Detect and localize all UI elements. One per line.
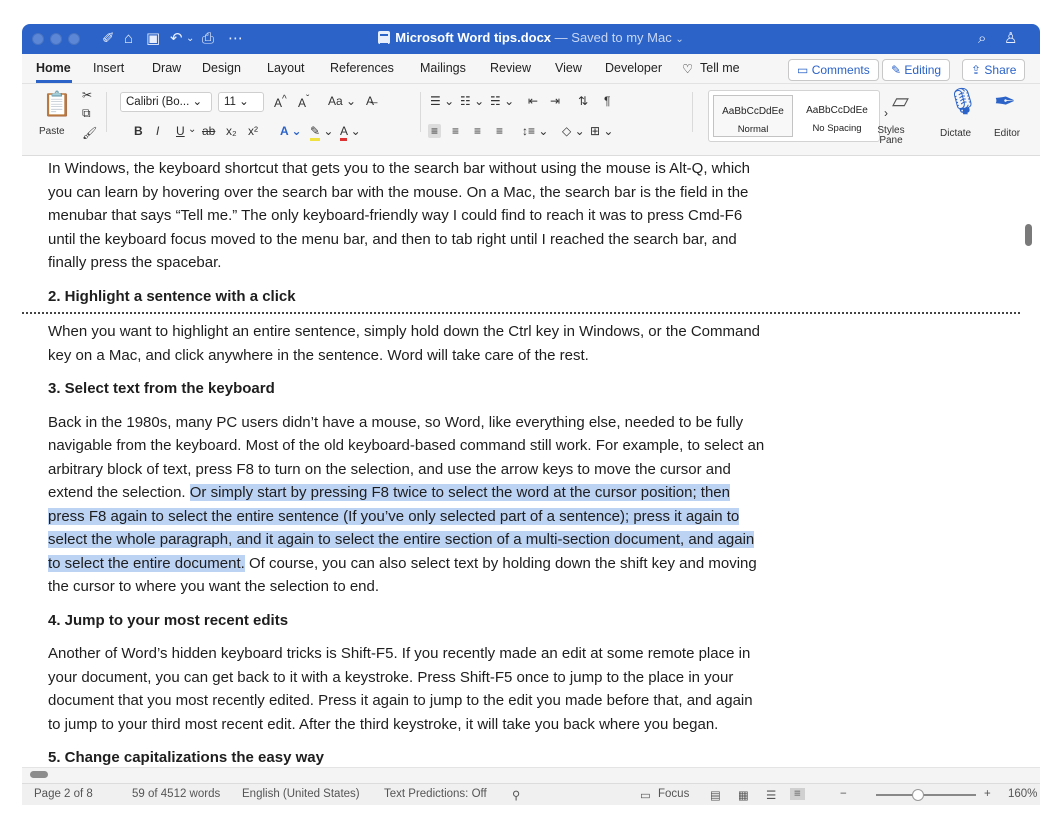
tab-developer[interactable]: Developer bbox=[605, 61, 662, 75]
vertical-scroll-thumb[interactable] bbox=[1025, 224, 1032, 246]
focus-mode-button[interactable]: Focus bbox=[658, 788, 690, 800]
copy-icon[interactable]: ⧉ bbox=[82, 106, 91, 120]
style-no-spacing[interactable] bbox=[797, 95, 877, 137]
clear-formatting-icon[interactable]: A̶ bbox=[366, 94, 375, 108]
editing-mode-button[interactable] bbox=[882, 59, 950, 81]
tab-design[interactable]: Design bbox=[202, 61, 241, 75]
shading-icon[interactable]: ◇ ⌄ bbox=[562, 124, 585, 138]
bullets-icon[interactable]: ☰ ⌄ bbox=[430, 94, 455, 108]
editor-pen-icon[interactable]: ✒ bbox=[994, 86, 1016, 116]
save-icon[interactable]: ▣ bbox=[146, 30, 161, 47]
lightbulb-icon: ♡ bbox=[682, 62, 694, 76]
word-doc-icon bbox=[378, 31, 390, 44]
tab-view[interactable]: View bbox=[555, 61, 582, 75]
active-tab-indicator bbox=[36, 80, 72, 83]
share-label: Share bbox=[984, 63, 1017, 77]
tab-draw[interactable]: Draw bbox=[152, 61, 182, 75]
highlight-color-icon[interactable]: ✎ ⌄ bbox=[310, 124, 333, 138]
change-case-icon[interactable]: Aa ⌄ bbox=[328, 94, 357, 108]
ribbon-separator bbox=[106, 92, 107, 132]
numbering-icon[interactable]: ☷ ⌄ bbox=[460, 94, 485, 108]
styles-gallery bbox=[708, 90, 880, 142]
editor-label[interactable]: Editor bbox=[994, 128, 1021, 139]
text-effects-icon[interactable]: A ⌄ bbox=[280, 124, 302, 138]
horizontal-scrollbar[interactable] bbox=[22, 767, 1040, 783]
paste-label[interactable]: Paste bbox=[39, 126, 65, 137]
accessibility-icon[interactable]: ⚲ bbox=[512, 790, 521, 802]
chevron-down-icon[interactable]: ⌄ bbox=[675, 34, 684, 45]
zoom-out-button[interactable]: − bbox=[840, 788, 847, 800]
text-run[interactable]: Back in the 1980s, many PC users didn’t have a mouse, so Word, like everything else, needed to be fully navigable from the keyboard. Most of the old keyboard-based command still work. For example, to select an arbitrary block of text, press F8 to turn on the selection, and use the arrow keys to move the cursor and extend the selection. bbox=[48, 413, 765, 501]
text-predictions-status[interactable]: Text Predictions: Off bbox=[384, 788, 487, 800]
selected-text[interactable]: Or simply start by pressing F8 twice to select the word at the cursor position; then press F8 again to select the entire sentence (If you’ve only selected part of a sentence); press it again to select the whole paragraph, and it again to select the entire section of a multi-section document, and again to select the entire document. bbox=[48, 484, 755, 572]
web-layout-icon[interactable]: ▦ bbox=[738, 790, 749, 802]
tab-layout[interactable]: Layout bbox=[267, 61, 305, 75]
tab-home[interactable]: Home bbox=[36, 61, 71, 75]
comment-icon: ▭ bbox=[797, 63, 809, 77]
styles-pane-label[interactable]: Styles Pane bbox=[877, 125, 905, 146]
zoom-in-button[interactable]: + bbox=[984, 788, 991, 800]
multilevel-list-icon[interactable]: ☵ ⌄ bbox=[490, 94, 515, 108]
word-count[interactable]: 59 of 4512 words bbox=[132, 788, 221, 800]
page-break-line bbox=[22, 312, 1020, 314]
search-icon[interactable]: ⌕ bbox=[978, 30, 987, 47]
increase-indent-icon[interactable]: ⇥ bbox=[550, 94, 561, 108]
ribbon-separator bbox=[420, 92, 421, 132]
style-label: No Spacing bbox=[812, 123, 862, 134]
outline-view-icon[interactable]: ☰ bbox=[766, 790, 777, 802]
share-icon: ⇪ bbox=[971, 63, 982, 77]
heading-4[interactable]: 4. Jump to your most recent edits bbox=[48, 611, 289, 629]
editing-label: Editing bbox=[904, 63, 942, 77]
ribbon-tabs bbox=[22, 54, 1040, 84]
tab-references[interactable]: References bbox=[330, 61, 394, 75]
paragraph[interactable]: When you want to highlight an entire sentence, simply hold down the Ctrl key in Windows, or the Command key on a Mac, and click anywhere in the sentence. Word will take care of the rest. bbox=[48, 323, 761, 364]
draft-view-icon[interactable]: ≡ bbox=[790, 788, 805, 800]
zoom-slider-track[interactable] bbox=[876, 794, 976, 796]
align-right-icon[interactable]: ≡ bbox=[474, 124, 482, 138]
justify-icon[interactable]: ≡ bbox=[496, 124, 504, 138]
ribbon-home bbox=[22, 84, 1040, 156]
style-label: Normal bbox=[737, 124, 769, 135]
chevron-right-icon[interactable]: › bbox=[884, 106, 888, 120]
text-run[interactable]: Of course, you can also select text by holding down the shift key and moving the cursor to where you want the selection to end. bbox=[48, 554, 757, 595]
superscript-icon[interactable]: x² bbox=[248, 124, 258, 138]
print-icon[interactable]: ⎙ bbox=[202, 30, 215, 47]
underline-icon[interactable]: U bbox=[176, 124, 185, 138]
tab-mailings[interactable]: Mailings bbox=[420, 61, 466, 75]
styles-pane-icon[interactable]: ▱ bbox=[892, 88, 909, 113]
cut-icon[interactable]: ✂ bbox=[82, 88, 93, 102]
font-size-select[interactable] bbox=[218, 92, 264, 112]
paragraph[interactable] bbox=[48, 411, 768, 599]
undo-icon[interactable]: ↶ bbox=[170, 30, 183, 47]
undo-dropdown-icon[interactable]: ⌄ bbox=[186, 33, 195, 44]
style-preview: AaBbCcDdEe bbox=[806, 105, 868, 116]
tab-insert[interactable]: Insert bbox=[93, 61, 125, 75]
paragraph[interactable]: In Windows, the keyboard shortcut that gets you to the search bar without using the mouse is Alt-Q, which you can learn by hovering over the search bar with the mouse. On a Mac, the search bar is the field in the menubar that says “Tell me.” The only keyboard-friendly way I could find to reach it was to press Cmd-F6 until the keyboard focus moved to the menu bar, and then to tab right until I reached the search bar, and finally press the spacebar. bbox=[48, 160, 751, 271]
paragraph[interactable]: Another of Word’s hidden keyboard tricks is Shift-F5. If you recently made an edit at some remote place in your document, you can get back to it with a keystroke. Press Shift-F5 once to jump to the place in your document that you most recently edited. Press it again to jump to the edit you made before that, and again to jump to your third most recent edit. After the third keystroke, it will take you back where you began. bbox=[48, 645, 753, 733]
decrease-indent-icon[interactable]: ⇤ bbox=[528, 94, 539, 108]
italic-icon[interactable]: I bbox=[156, 124, 160, 138]
format-painter-icon[interactable]: 🖌 bbox=[82, 126, 98, 140]
line-spacing-icon[interactable]: ↕≡ ⌄ bbox=[522, 124, 549, 138]
subscript-icon[interactable]: x₂ bbox=[226, 124, 237, 138]
dictate-label[interactable]: Dictate bbox=[940, 128, 972, 139]
font-name-value: Calibri (Bo... bbox=[126, 96, 190, 108]
chevron-down-icon: ⌄ bbox=[192, 96, 203, 108]
focus-icon[interactable]: ▭ bbox=[640, 790, 651, 802]
share-button[interactable] bbox=[962, 59, 1025, 81]
font-name-select[interactable] bbox=[120, 92, 212, 112]
borders-icon[interactable]: ⊞ ⌄ bbox=[590, 124, 614, 138]
title-bar bbox=[22, 24, 1040, 54]
align-center-icon[interactable]: ≡ bbox=[452, 124, 460, 138]
zoom-level[interactable]: 160% bbox=[1008, 788, 1038, 800]
zoom-slider-knob[interactable] bbox=[912, 789, 924, 801]
save-status: — Saved to my Mac bbox=[554, 30, 672, 45]
font-color-icon[interactable]: A ⌄ bbox=[340, 124, 361, 138]
status-bar bbox=[22, 783, 1040, 805]
print-layout-icon[interactable]: ▤ bbox=[710, 790, 721, 802]
show-formatting-icon[interactable]: ¶ bbox=[604, 94, 611, 108]
align-left-icon[interactable]: ≡ bbox=[428, 124, 441, 138]
account-icon[interactable]: ♙ bbox=[1004, 30, 1018, 47]
home-icon[interactable]: ⌂ bbox=[124, 30, 134, 47]
window-title bbox=[22, 30, 1040, 45]
style-normal[interactable] bbox=[713, 95, 793, 137]
autosave-icon[interactable]: ✐ bbox=[102, 30, 115, 47]
comments-label: Comments bbox=[811, 63, 870, 77]
more-icon[interactable]: ⋯ bbox=[228, 30, 243, 47]
document-name: Microsoft Word tips.docx bbox=[395, 30, 552, 45]
pencil-icon: ✎ bbox=[891, 63, 902, 77]
bold-icon[interactable]: B bbox=[134, 124, 143, 138]
microphone-icon[interactable]: 🎙 bbox=[946, 86, 980, 116]
chevron-down-icon: ⌄ bbox=[239, 96, 249, 108]
page-count[interactable]: Page 2 of 8 bbox=[34, 788, 93, 800]
document-text[interactable] bbox=[48, 157, 768, 767]
horizontal-scroll-thumb[interactable] bbox=[30, 771, 48, 778]
ribbon-separator bbox=[692, 92, 693, 132]
document-canvas[interactable] bbox=[22, 157, 1020, 767]
shrink-font-icon[interactable]: $A^ˇ$ bbox=[298, 94, 310, 110]
heading-3[interactable]: 3. Select text from the keyboard bbox=[48, 380, 275, 397]
strikethrough-icon[interactable]: ab bbox=[202, 124, 216, 138]
paste-icon[interactable]: 📋 bbox=[42, 91, 72, 118]
language-indicator[interactable]: English (United States) bbox=[242, 788, 360, 800]
chevron-down-icon[interactable]: ⌄ bbox=[188, 124, 197, 135]
sort-icon[interactable]: ⇅ bbox=[578, 94, 589, 108]
vertical-scrollbar[interactable] bbox=[1020, 157, 1040, 767]
tab-review[interactable]: Review bbox=[490, 61, 531, 75]
tell-me-search[interactable]: Tell me bbox=[700, 61, 740, 75]
grow-font-icon[interactable]: A^ bbox=[274, 94, 287, 110]
comments-button[interactable] bbox=[788, 59, 879, 81]
font-size-value: 11 bbox=[224, 96, 236, 108]
style-preview: AaBbCcDdEe bbox=[722, 106, 784, 117]
heading-5[interactable]: 5. Change capitalizations the easy way bbox=[48, 749, 324, 766]
heading-2[interactable]: 2. Highlight a sentence with a click bbox=[48, 287, 296, 305]
